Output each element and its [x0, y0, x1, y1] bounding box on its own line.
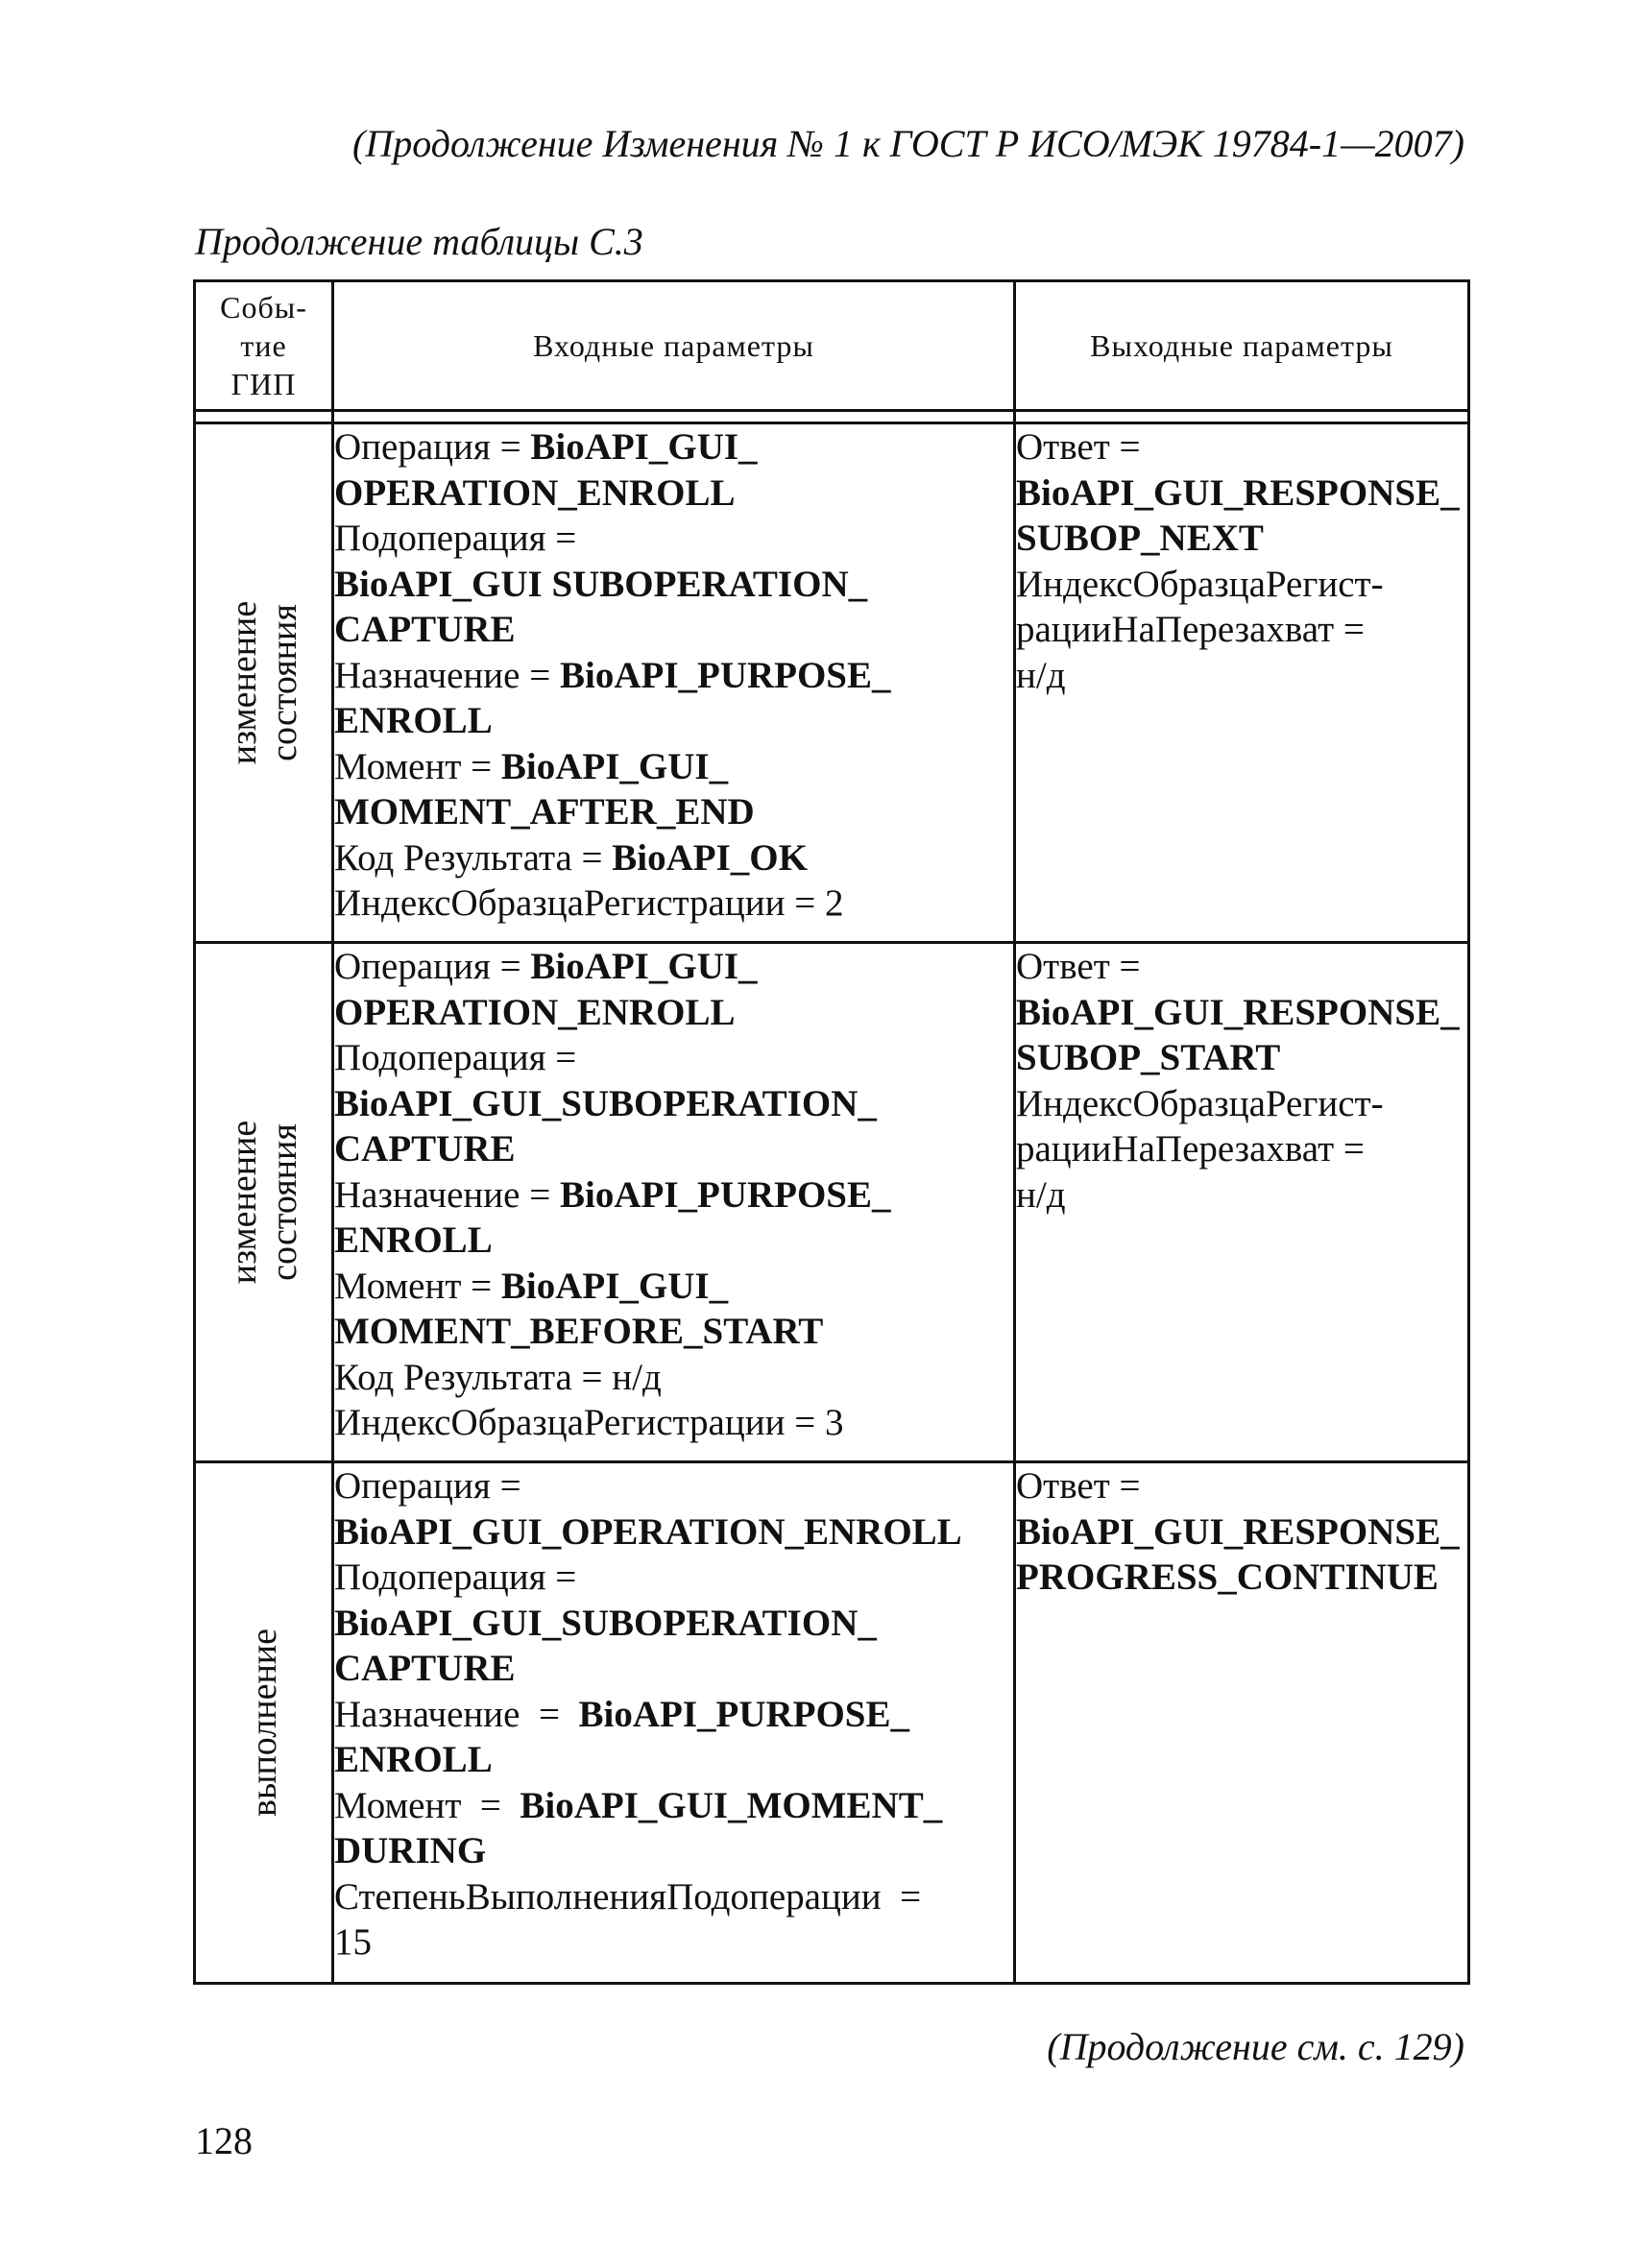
output-param-line	[1016, 607, 1467, 653]
output-param-line	[1016, 562, 1467, 608]
header-input: Входные параметры	[333, 281, 1015, 411]
param-label: ИндексОбразцаРегистрации = 3	[334, 1402, 844, 1443]
table-header-row	[195, 281, 1469, 411]
output-params-cell	[1015, 1462, 1469, 1984]
input-param-line	[334, 1264, 1013, 1310]
param-label: 15	[334, 1921, 372, 1963]
event-label-line: изменение	[223, 600, 264, 765]
input-param-line	[334, 1919, 1013, 1966]
param-label: Назначение =	[334, 1173, 560, 1216]
header-event-line2: тие	[240, 328, 287, 363]
continuation-note: (Продолжение см. с. 129)	[1047, 2025, 1464, 2068]
event-cell	[195, 1462, 333, 1984]
event-label-line: состояния	[263, 604, 304, 761]
param-value: BioAPI_GUI_RESPONSE_	[1016, 471, 1460, 514]
param-value: BioAPI_PURPOSE_	[578, 1693, 910, 1735]
input-param-line	[334, 744, 1013, 790]
input-param-line	[334, 835, 1013, 881]
input-param-line	[334, 1737, 1013, 1783]
param-label: ИндексОбразцаРегист-	[1016, 1082, 1384, 1124]
input-param-line	[334, 1828, 1013, 1874]
param-value: BioAPI_GUI SUBOPERATION_	[334, 563, 868, 605]
param-value: SUBOP_NEXT	[1016, 518, 1264, 559]
param-value: BioAPI_GUI_MOMENT_	[520, 1784, 943, 1826]
input-param-line	[334, 1218, 1013, 1264]
param-label: Код Результата = н/д	[334, 1356, 662, 1398]
header-separator	[195, 411, 1469, 423]
header-output: Выходные параметры	[1015, 281, 1469, 411]
param-value: ENROLL	[334, 1739, 493, 1780]
param-value: MOMENT_BEFORE_START	[334, 1311, 824, 1352]
param-value: BioAPI_GUI_	[530, 946, 758, 987]
event-label	[244, 1629, 284, 1817]
input-params-cell	[333, 943, 1015, 1462]
input-param-line	[334, 1601, 1013, 1647]
param-value: MOMENT_AFTER_END	[334, 791, 755, 832]
param-label: Ответ =	[1016, 1465, 1141, 1507]
param-value: ENROLL	[334, 1219, 493, 1261]
header-event-line1: Собы-	[220, 290, 307, 325]
output-params-cell	[1015, 423, 1469, 943]
output-param-line	[1016, 1463, 1467, 1509]
output-param-line	[1016, 1035, 1467, 1081]
header-event-line3: ГИП	[230, 367, 297, 401]
input-param-line	[334, 1126, 1013, 1172]
input-param-line	[334, 1874, 1013, 1920]
param-value: BioAPI_GUI_RESPONSE_	[1016, 1510, 1460, 1553]
input-params-cell	[333, 1462, 1015, 1984]
param-label: Назначение =	[334, 1693, 579, 1735]
param-label: Код Результата =	[334, 836, 613, 879]
param-label: ИндексОбразцаРегистрации = 2	[334, 882, 844, 924]
param-label: ИндексОбразцаРегист-	[1016, 563, 1384, 605]
event-label	[224, 1121, 304, 1284]
input-param-line	[334, 789, 1013, 835]
param-value: DURING	[334, 1830, 487, 1871]
param-label: Подоперация =	[334, 518, 577, 559]
input-param-line	[334, 1035, 1013, 1081]
param-label: Операция =	[334, 426, 531, 468]
param-value: OPERATION_ENROLL	[334, 471, 736, 514]
param-label: н/д	[1016, 1173, 1066, 1216]
param-label: н/д	[1016, 654, 1066, 696]
output-param-line	[1016, 990, 1467, 1036]
table-row	[195, 943, 1469, 1462]
output-param-line	[1016, 516, 1467, 562]
param-label: Операция =	[334, 1465, 521, 1507]
event-label-line: выполнение	[243, 1628, 284, 1818]
output-param-line	[1016, 1555, 1467, 1601]
input-param-line	[334, 881, 1013, 927]
input-param-line	[334, 516, 1013, 562]
event-cell	[195, 423, 333, 943]
input-param-line	[334, 470, 1013, 517]
param-value: BioAPI_PURPOSE_	[559, 654, 891, 696]
output-param-line	[1016, 1172, 1467, 1218]
input-param-line	[334, 698, 1013, 744]
param-label: Ответ =	[1016, 426, 1141, 468]
param-label: Подоперация =	[334, 1037, 577, 1078]
param-label: Момент =	[334, 1265, 501, 1307]
param-value: OPERATION_ENROLL	[334, 991, 736, 1033]
output-param-line	[1016, 1126, 1467, 1172]
output-param-line	[1016, 944, 1467, 990]
param-value: BioAPI_GUI_	[500, 1265, 729, 1307]
event-cell	[195, 943, 333, 1462]
param-label: СтепеньВыполненияПодоперации =	[334, 1875, 922, 1918]
table-row	[195, 423, 1469, 943]
param-label: Момент =	[334, 745, 501, 787]
page-number: 128	[195, 2119, 253, 2162]
param-value: ENROLL	[334, 700, 493, 741]
param-value: BioAPI_GUI_	[530, 426, 758, 468]
input-param-line	[334, 1172, 1013, 1218]
output-param-line	[1016, 1081, 1467, 1127]
output-param-line	[1016, 1509, 1467, 1556]
input-param-line	[334, 1509, 1013, 1556]
param-value: BioAPI_GUI_SUBOPERATION_	[334, 1602, 877, 1644]
param-value: CAPTURE	[334, 609, 516, 650]
input-param-line	[334, 424, 1013, 470]
param-value: CAPTURE	[334, 1128, 516, 1170]
param-label: Ответ =	[1016, 946, 1141, 987]
event-label	[224, 601, 304, 764]
param-value: BioAPI_GUI_OPERATION_ENROLL	[334, 1510, 962, 1553]
param-label: Назначение =	[334, 654, 560, 696]
param-value: BioAPI_GUI_RESPONSE_	[1016, 991, 1460, 1033]
param-value: SUBOP_START	[1016, 1037, 1281, 1078]
running-header: (Продолжение Изменения № 1 к ГОСТ Р ИСО/МЭК 19784-1—2007)	[352, 122, 1464, 165]
output-param-line	[1016, 424, 1467, 470]
table-row	[195, 1462, 1469, 1984]
output-params-cell	[1015, 943, 1469, 1462]
param-value: PROGRESS_CONTINUE	[1016, 1556, 1439, 1598]
input-params-cell	[333, 423, 1015, 943]
param-label: рацииНаПерезахват =	[1016, 1128, 1365, 1170]
event-label-line: изменение	[223, 1120, 264, 1285]
input-param-line	[334, 1646, 1013, 1692]
input-param-line	[334, 944, 1013, 990]
input-param-line	[334, 607, 1013, 653]
output-param-line	[1016, 470, 1467, 517]
param-value: BioAPI_GUI_SUBOPERATION_	[334, 1082, 877, 1124]
input-param-line	[334, 1309, 1013, 1355]
output-param-line	[1016, 653, 1467, 699]
param-value: BioAPI_PURPOSE_	[559, 1173, 891, 1216]
param-label: рацииНаПерезахват =	[1016, 609, 1365, 650]
input-param-line	[334, 1555, 1013, 1601]
input-param-line	[334, 562, 1013, 608]
param-label: Подоперация =	[334, 1556, 577, 1598]
input-param-line	[334, 1400, 1013, 1446]
header-event	[195, 281, 333, 411]
table-caption: Продолжение таблицы С.3	[195, 220, 643, 263]
param-value: BioAPI_GUI_	[500, 745, 729, 787]
input-param-line	[334, 1783, 1013, 1829]
param-value: CAPTURE	[334, 1648, 516, 1689]
input-param-line	[334, 990, 1013, 1036]
input-param-line	[334, 1463, 1013, 1509]
param-value: BioAPI_OK	[612, 836, 808, 879]
parameters-table	[193, 279, 1470, 1985]
input-param-line	[334, 1692, 1013, 1738]
input-param-line	[334, 653, 1013, 699]
event-label-line: состояния	[263, 1123, 304, 1281]
param-label: Момент =	[334, 1784, 520, 1826]
input-param-line	[334, 1081, 1013, 1127]
param-label: Операция =	[334, 946, 531, 987]
input-param-line	[334, 1355, 1013, 1401]
